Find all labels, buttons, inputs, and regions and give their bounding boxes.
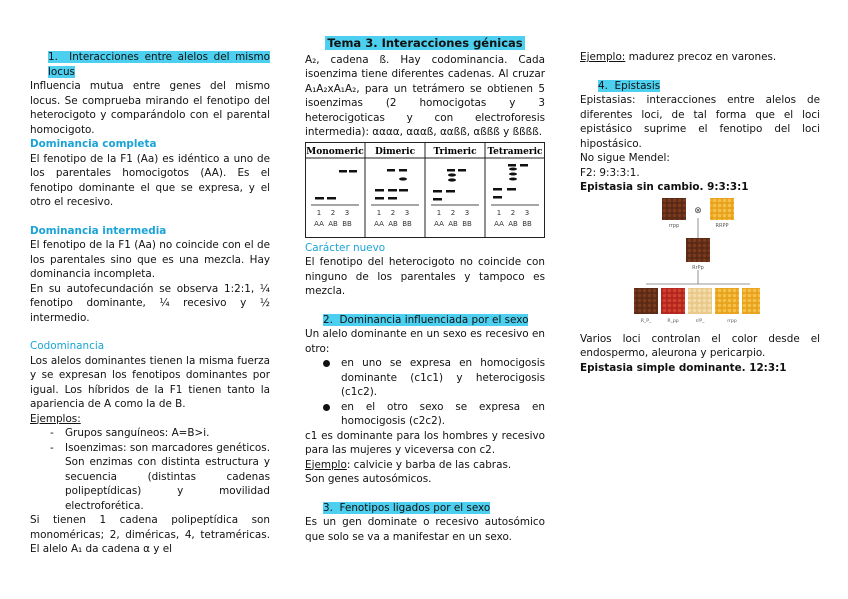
heading-text: Interacciones entre alelos del mismo locus [48, 51, 270, 78]
caracter-nuevo-text: El fenotipo del heterocigoto no coincide con ninguno de los parentales y tampoco es mezcla. [305, 256, 545, 297]
lane-number: 2 [510, 208, 516, 217]
genotype-label: AB [508, 219, 518, 228]
sexo-list [305, 356, 545, 429]
ejemplo-line [305, 458, 545, 473]
lane-number: 3 [524, 208, 530, 217]
no-mendel-text: No sigue Mendel: [580, 152, 670, 164]
epistasia-simple-dominante: Epistasia simple dominante. 12:3:1 [580, 361, 787, 374]
ejemplos-label: Ejemplos: [30, 412, 81, 425]
dominancia-intermedia-text: El fenotipo de la F1 (Aa) no coincide con el de los parentales sino que es una mezcla. Hay dominancia incompleta. [30, 239, 270, 280]
corn-label: R_pp [667, 318, 679, 324]
corn-f1 [686, 238, 710, 262]
dominancia-intermedia-title: Dominancia intermedia [30, 224, 167, 237]
lane-number: 2 [330, 208, 336, 217]
corn-f2-orange [742, 288, 760, 314]
autosomicos-text: Son genes autosómicos. [305, 473, 432, 485]
heading-text: Dominancia influenciada por el sexo [339, 313, 529, 326]
intro-paragraph: Influencia mutua entre genes del mismo locus. Se comprueba mirando el fenotipo del heterocigoto y comparándolo con el parental homocigoto. [30, 80, 270, 136]
ejemplos-list [30, 426, 270, 513]
lane-number: 3 [464, 208, 470, 217]
corn-label: RrPp [692, 264, 704, 271]
codominancia-text: Los alelos dominantes tienen la misma fuerza y se expresan los fenotipos dominantes por igual. Los híbridos de la F1 tienen tanto la apariencia de A como la de B. [30, 354, 270, 410]
corn-label: rrpp [668, 222, 680, 229]
epistasia-sin-cambio: Epistasia sin cambio. 9:3:3:1 [580, 181, 749, 193]
genotype-label: BB [462, 219, 472, 228]
corn-purple-parent [662, 198, 686, 220]
genotype-label: BB [342, 219, 352, 228]
f2-text: F2: 9:3:3:1. [580, 166, 640, 179]
column-3 [580, 36, 820, 375]
genotype-label: AB [328, 219, 338, 228]
lane-number: 2 [450, 208, 456, 217]
heading-number: 2. [323, 313, 333, 326]
column-2 [305, 36, 545, 544]
corn-label: rrP_ [695, 318, 705, 324]
electrophoresis-figure [305, 142, 545, 238]
lane-number: 1 [496, 208, 502, 217]
gel-header-tetrameric: Tetrameric [487, 146, 543, 157]
corn-yellow-parent [710, 198, 734, 220]
genotype-label: BB [522, 219, 532, 228]
ejemplo-label: Ejemplo: [580, 51, 626, 63]
lane-number: 3 [404, 208, 410, 217]
isoenzimas-continued: A₂, cadena ß. Hay codominancia. Cada isoenzima tiene diferentes cadenas. Al cruzar A₁A₂xA₁A₂, para un tetrámero se obtienen 5 isoenzimas (2 homocigotas y 3 heterocigoticas y con electroforesis intermedia): αααα, αααß, ααßß, αßßß y ßßßß. [305, 53, 545, 138]
list-item: en el otro sexo se expresa en homocigosis (c2c2). [319, 400, 545, 429]
genotype-label: AA [314, 219, 324, 228]
corn-f2-red [661, 288, 685, 314]
gel-header-trimeric: Trimeric [433, 146, 477, 157]
genotype-label: AA [494, 219, 504, 228]
heading-text: Epistasis [614, 79, 661, 92]
dominancia-completa-text: El fenotipo de la F1 (Aa) es idéntico a uno de los parentales homocigotos (AA). Es el fenotipo dominante el que se expresa, y el otro el recesivo. [30, 152, 270, 208]
ejemplo-label: Ejemplo [305, 458, 347, 471]
corn-f2-yellow [715, 288, 739, 314]
genotype-label: AA [374, 219, 384, 228]
gel-header-dimeric: Dimeric [374, 146, 416, 157]
genotype-label: BB [402, 219, 412, 228]
ejemplo-line [580, 50, 820, 65]
genotype-label: AB [448, 219, 458, 228]
codominancia-title: Codominancia [30, 340, 105, 352]
gel-header-monomeric: Monomeric [306, 146, 364, 157]
corn-f2-purple [634, 288, 658, 314]
corn-f2-mixed [688, 288, 712, 314]
genotype-label: AB [388, 219, 398, 228]
corn-cross-figure [632, 198, 762, 330]
sexo-intro: Un alelo dominante en un sexo es recesivo en otro: [305, 328, 545, 355]
section-heading-4 [580, 79, 820, 94]
heading-number: 1. [48, 51, 58, 63]
corn-label: rrpp [727, 318, 737, 324]
heading-text: Fenotipos ligados por el sexo [339, 501, 491, 514]
section-heading-1 [30, 50, 270, 79]
ligados-text: Es un gen dominate o recesivo autosómico que solo se va a manifestar en un sexo. [305, 516, 545, 543]
heading-number: 4. [598, 79, 608, 92]
genotype-label: AA [434, 219, 444, 228]
lane-number: 3 [344, 208, 350, 217]
list-item: - Grupos sanguíneos: A=B>i. [50, 426, 270, 441]
list-item: en uno se expresa en homocigosis dominante (c1c1) y heterocigosis (c1c2). [319, 356, 545, 400]
lane-number: 1 [316, 208, 322, 217]
lane-number: 2 [390, 208, 396, 217]
cross-symbol: ⊗ [694, 205, 702, 216]
caracter-nuevo-title: Carácter nuevo [305, 241, 386, 254]
heading-number: 3. [323, 501, 333, 514]
list-item: - Isoenzimas: son marcadores genéticos. Son enzimas con distinta estructura y secuencia (distintas cadenas polipeptídicas) y movilidad electroforética. [50, 441, 270, 514]
corn-label: RRPP [715, 222, 729, 229]
lane-number: 1 [376, 208, 382, 217]
page-title: Tema 3. Interacciones génicas [327, 36, 523, 50]
dominancia-completa-title: Dominancia completa [30, 138, 157, 150]
column-1 [30, 36, 270, 557]
corn-label: R_P_ [640, 318, 652, 324]
ejemplo-text: : calvicie y barba de las cabras. [346, 458, 512, 471]
lane-number: 1 [436, 208, 442, 217]
sexo-text: c1 es dominante para los hombres y recesivo para las mujeres y viceversa con c2. [305, 429, 545, 456]
ejemplo-text: madurez precoz en varones. [625, 51, 777, 63]
section-heading-3 [305, 501, 545, 516]
varios-loci-text: Varios loci controlan el color desde el endospermo, aleurona y pericarpio. [580, 332, 820, 359]
section-heading-2 [305, 313, 545, 328]
epistasias-text: Epistasias: interacciones entre alelos de diferentes loci, de tal forma que el loci epistásico suprime el fenotipo del loci hipostásico. [580, 94, 820, 150]
column-1-tail: Si tienen 1 cadena polipeptídica son monoméricas; 2, diméricas, 4, tetraméricas. El alelo A₁ da cadena α y el [30, 514, 270, 555]
dominancia-intermedia-text-2: En su autofecundación se observa 1:2:1, ¼ fenotipo dominante, ¼ recesivo y ½ intermedio. [30, 282, 270, 324]
